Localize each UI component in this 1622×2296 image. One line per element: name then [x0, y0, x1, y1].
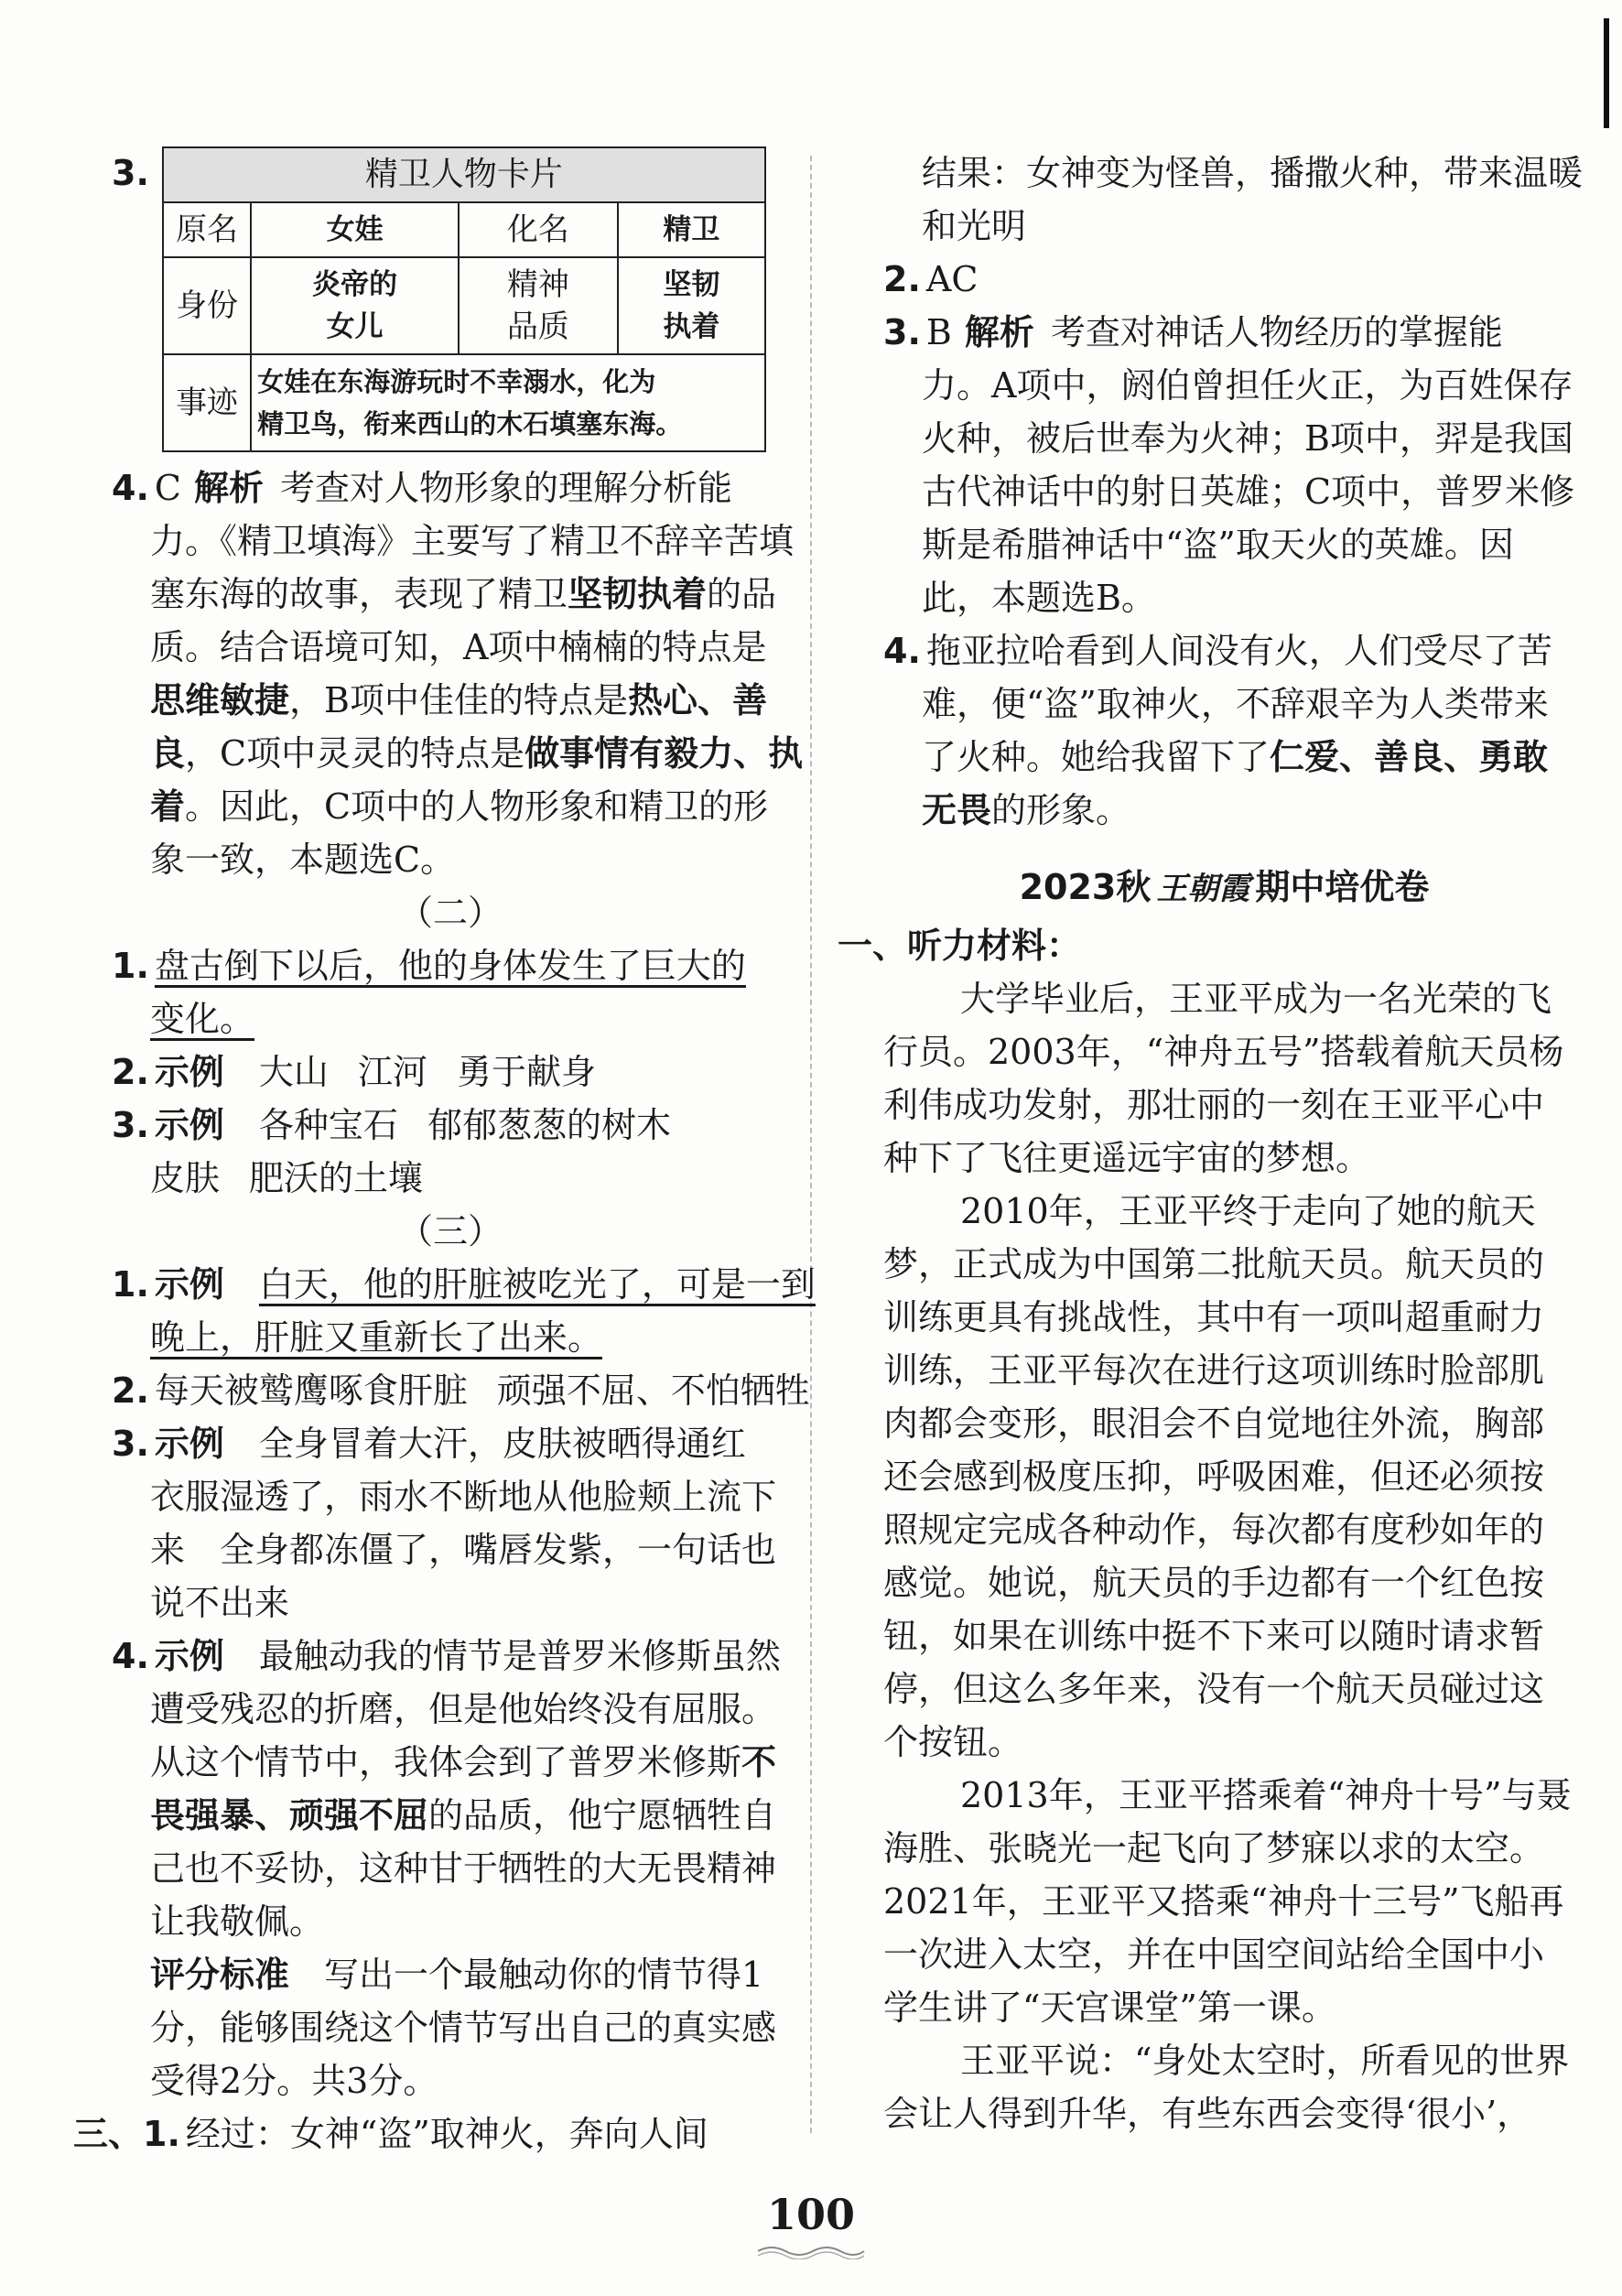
- example-label: 示例: [154, 1636, 224, 1676]
- text-line: 让我敬佩。: [150, 1901, 325, 1942]
- text-line: [112, 1417, 789, 1470]
- question-number: 4.: [883, 631, 921, 671]
- passage-line: 2010年，王亚平终于走向了她的航天: [960, 1191, 1536, 1231]
- scoring-label: 评分标准: [150, 1955, 290, 1995]
- text-line: 火种，被后世奉为火神；B项中，羿是我国: [922, 418, 1573, 459]
- section-two: [112, 886, 789, 1205]
- text: 经过：女神“盗”取神火，奔向人间: [185, 2114, 708, 2154]
- brand-logo: 王朝霞: [1156, 871, 1250, 907]
- text-line: [112, 1736, 789, 1789]
- text: ，B项中佳佳的特点是: [289, 680, 628, 720]
- answer-choice: B: [925, 312, 952, 352]
- underlined-text: 变化。: [150, 999, 255, 1039]
- text: 大山: [258, 1052, 329, 1092]
- passage-line: 2013年，王亚平搭乘着“神舟十号”与聂: [960, 1775, 1572, 1815]
- character-card-question: [112, 146, 789, 452]
- wave-ornament: [756, 2243, 866, 2259]
- keyword: 不: [741, 1742, 777, 1782]
- passage-line: 钮，如果在训练中挺不下来可以随时请求暂: [883, 1616, 1545, 1656]
- question-number: 1.: [112, 946, 149, 986]
- text-line: [112, 1258, 816, 1311]
- answer-choice: C: [154, 468, 181, 508]
- question-number: 3.: [112, 1424, 149, 1464]
- text-line: 受得2分。共3分。: [150, 2061, 438, 2101]
- keyword: 做事情有毅力: [524, 733, 734, 774]
- example-label: 示例: [154, 1105, 224, 1145]
- text: 从这个情节中，我体会到了普罗米修斯: [150, 1742, 742, 1782]
- card-key-line: 精神: [506, 266, 569, 303]
- text-line: 说不出来: [150, 1583, 290, 1623]
- passage-line: 个按钮。: [883, 1722, 1023, 1762]
- answer-4-block: [112, 461, 804, 886]
- text: 各种宝石: [258, 1105, 398, 1145]
- text: 顽强不屈、不怕牺牲: [496, 1370, 810, 1411]
- card-value: 精卫: [618, 202, 765, 257]
- keyword: 、: [733, 733, 769, 774]
- underlined-text: 盘古倒下以后，他的身体发生了巨大的: [154, 946, 746, 986]
- text: 皮肤: [150, 1158, 221, 1198]
- analysis-label: 解析: [193, 468, 264, 508]
- text-line: 此，本题选B。: [922, 578, 1156, 618]
- text-line: 古代神话中的射日英雄；C项中，普罗米修: [922, 471, 1575, 512]
- text-line: [112, 1364, 810, 1417]
- exam-year: 2023秋: [1019, 867, 1152, 907]
- card-key: 原名: [163, 202, 251, 257]
- text-line: [883, 306, 1565, 359]
- card-key: 事迹: [163, 354, 251, 451]
- keyword: 坚韧执着: [568, 574, 708, 614]
- text-line: [73, 2107, 789, 2161]
- page-footer: [0, 2190, 1622, 2259]
- card-key: [459, 257, 618, 354]
- passage-line: 肉都会变形，眼泪会不自觉地往外流，胸部: [883, 1403, 1545, 1444]
- text-line: [112, 1789, 789, 1842]
- listening-heading: 一、听力材料：: [838, 926, 1082, 966]
- keyword: 仁爱: [1270, 737, 1340, 777]
- keyword: 思维敏捷: [150, 680, 290, 720]
- question-number: 2.: [883, 259, 921, 299]
- passage-line: 训练，王亚平每次在进行这项训练时脸部肌: [883, 1350, 1545, 1391]
- card-value-line: 执着: [663, 310, 720, 343]
- text-line: [112, 461, 789, 514]
- passage-line: 王亚平说：“身处太空时，所看见的世界: [960, 2041, 1570, 2081]
- analysis-label: 解析: [964, 312, 1034, 352]
- text-line: 结果：女神变为怪兽，播撒火种，带来温暖: [922, 153, 1584, 193]
- passage-line: 2021年，王亚平又搭乘“神舟十三号”飞船再: [883, 1881, 1564, 1922]
- underlined-text: 白天，他的肝脏被吃光了，可是一到: [258, 1264, 816, 1305]
- card-story: [251, 354, 765, 451]
- answer-choice: AC: [925, 259, 979, 299]
- card-title: 精卫人物卡片: [163, 147, 765, 202]
- question-number: 2.: [112, 1370, 149, 1411]
- right-column: [838, 146, 1584, 2140]
- text-line: [112, 780, 789, 833]
- text: 写出一个最触动你的情节得1: [324, 1955, 764, 1995]
- passage-line: 梦，正式成为中国第二批航天员。航天员的: [883, 1244, 1545, 1284]
- card-value-line: 坚韧: [663, 268, 720, 301]
- example-label: 示例: [154, 1052, 224, 1092]
- card-value: [251, 257, 459, 354]
- text-line: [112, 1311, 789, 1364]
- text: 的品: [707, 574, 777, 614]
- text-line: [112, 727, 804, 780]
- keyword: 着: [150, 786, 186, 827]
- text: 最触动我的情节是普罗米修斯虽然: [258, 1636, 781, 1676]
- text-line: [112, 1630, 789, 1683]
- card-key: 身份: [163, 257, 251, 354]
- text-line: 质。结合语境可知，A项中楠楠的特点是: [150, 627, 767, 667]
- text-line: [112, 674, 789, 727]
- text: 考查对人物形象的理解分析能: [279, 468, 732, 508]
- question-number: 3.: [112, 153, 149, 193]
- keyword: 、: [254, 1795, 290, 1836]
- question-number: 2.: [112, 1052, 149, 1092]
- text: 肥沃的土壤: [249, 1158, 424, 1198]
- passage-line: 感觉。她说，航天员的手边都有一个红色按: [883, 1563, 1545, 1603]
- passage-line: 大学毕业后，王亚平成为一名光荣的飞: [960, 979, 1552, 1019]
- column-divider: [810, 156, 812, 2133]
- text-line: 难，便“盗”取神火，不辞艰辛为人类带来: [922, 684, 1549, 724]
- passage-line: 会让人得到升华，有些东西会变得‘很小’，: [883, 2094, 1532, 2134]
- card-story-line: 精卫鸟，衔来西山的木石填塞东海。: [257, 408, 683, 439]
- text-line: 斯是希腊神话中“盗”取天火的英雄。因: [922, 525, 1514, 565]
- card-value-line: 炎帝的: [312, 268, 398, 301]
- text-line: [883, 253, 1565, 306]
- text-line: 遭受残忍的折磨，但是他始终没有屈服。: [150, 1689, 777, 1729]
- exam-name: 期中培优卷: [1255, 867, 1430, 907]
- card-value-line: 女儿: [326, 310, 384, 343]
- question-number: 3.: [112, 1105, 149, 1145]
- question-number: 三、1.: [73, 2114, 180, 2154]
- text-line: [112, 1045, 789, 1099]
- passage-line: 利伟成功发射，那壮丽的一刻在王亚平心中: [883, 1085, 1545, 1125]
- passage-line: 还会感到极度压抑，呼吸困难，但还必须按: [883, 1457, 1545, 1497]
- text-line: [112, 939, 789, 992]
- text: 勇于献身: [456, 1052, 596, 1092]
- keyword: 良: [150, 733, 186, 774]
- card-key-line: 品质: [506, 309, 569, 345]
- section-three: [112, 1205, 816, 2107]
- text: ，C项中灵灵的特点是: [185, 733, 525, 774]
- text: 塞东海的故事，表现了精卫: [150, 574, 568, 614]
- text: 郁郁葱葱的树木: [427, 1105, 671, 1145]
- example-label: 示例: [154, 1264, 224, 1305]
- card-story-line: 女娃在东海游玩时不幸溺水，化为: [257, 366, 656, 397]
- text-line: 力。A项中，阏伯曾担任火正，为百姓保存: [922, 365, 1573, 406]
- question-number: 4.: [112, 1636, 149, 1676]
- left-column: [73, 146, 816, 2161]
- passage-line: 一次进入太空，并在中国空间站给全国中小: [883, 1934, 1545, 1975]
- passage-line: 停，但这么多年来，没有一个航天员碰过这: [883, 1669, 1545, 1709]
- keyword: 、: [1339, 737, 1375, 777]
- text-line: [883, 624, 1565, 677]
- text-line: [112, 1099, 789, 1152]
- exam-title: [883, 857, 1565, 919]
- example-label: 示例: [154, 1424, 224, 1464]
- text: 的形象。: [991, 790, 1131, 830]
- text-line: [112, 568, 789, 621]
- text: 江河: [357, 1052, 427, 1092]
- keyword: 顽强不屈: [289, 1795, 429, 1836]
- text-line: [112, 992, 789, 1045]
- text-line: [883, 731, 1565, 784]
- text: 了火种。她给我留下了: [922, 737, 1271, 777]
- card-key: 化名: [459, 202, 618, 257]
- section-heading: （三）: [397, 1211, 503, 1251]
- card-value: [618, 257, 765, 354]
- keyword: 热心: [627, 680, 697, 720]
- text-line: [883, 784, 1565, 837]
- keyword: 、: [697, 680, 732, 720]
- keyword: 执: [768, 733, 804, 774]
- character-card-table: [162, 146, 766, 452]
- underlined-text: 晚上，肝脏又重新长了出来。: [150, 1317, 603, 1358]
- text: 全身冒着大汗，皮肤被晒得通红: [258, 1424, 746, 1464]
- page-edge-mark: [1604, 18, 1609, 128]
- card-value: 女娃: [251, 202, 459, 257]
- text: 拖亚拉哈看到人间没有火，人们受尽了苦: [925, 631, 1552, 671]
- passage-line: 学生讲了“天宫课堂”第一课。: [883, 1987, 1336, 2028]
- question-number: 1.: [112, 1264, 149, 1305]
- passage-line: 照规定完成各种动作，每次都有度秒如年的: [883, 1510, 1545, 1550]
- text: 。因此，C项中的人物形象和精卫的形: [185, 786, 769, 827]
- text-line: 象一致，本题选C。: [150, 839, 456, 880]
- passage-line: 行员。2003年，“神舟五号”搭载着航天员杨: [883, 1032, 1564, 1072]
- text-line: 分，能够围绕这个情节写出自己的真实感: [150, 2008, 777, 2048]
- keyword: 勇敢: [1478, 737, 1549, 777]
- passage-line: 训练更具有挑战性，其中有一项叫超重耐力: [883, 1297, 1545, 1338]
- text: 的品质，他宁愿牺牲自: [428, 1795, 777, 1836]
- text-line: 来 全身都冻僵了，嘴唇发紫，一句话也: [150, 1530, 777, 1570]
- text: 考查对神话人物经历的掌握能: [1050, 312, 1503, 352]
- text-line: 衣服湿透了，雨水不断地从他脸颊上流下: [150, 1477, 777, 1517]
- text-line: 己也不妥协，这种甘于牺牲的大无畏精神: [150, 1848, 777, 1889]
- text-line: [112, 1152, 789, 1205]
- keyword: 畏强暴: [150, 1795, 255, 1836]
- passage-line: 种下了飞往更遥远宇宙的梦想。: [883, 1138, 1371, 1178]
- text-line: 力。《精卫填海》主要写了精卫不辞辛苦填: [150, 521, 795, 561]
- keyword: 无畏: [922, 790, 992, 830]
- question-number: 3.: [883, 312, 921, 352]
- listening-passage: [883, 972, 1572, 2140]
- text: 每天被鹫鹰啄食肝脏: [154, 1370, 468, 1411]
- question-number: 4.: [112, 468, 149, 508]
- text-line: [112, 1948, 789, 2001]
- text-line: 和光明: [922, 206, 1027, 246]
- passage-line: 海胜、张晓光一起飞向了梦寐以求的太空。: [883, 1828, 1545, 1868]
- keyword: 善: [731, 680, 767, 720]
- keyword: 善良: [1374, 737, 1444, 777]
- page-number: 100: [766, 2190, 856, 2239]
- keyword: 、: [1444, 737, 1479, 777]
- section-heading: （二）: [397, 893, 503, 933]
